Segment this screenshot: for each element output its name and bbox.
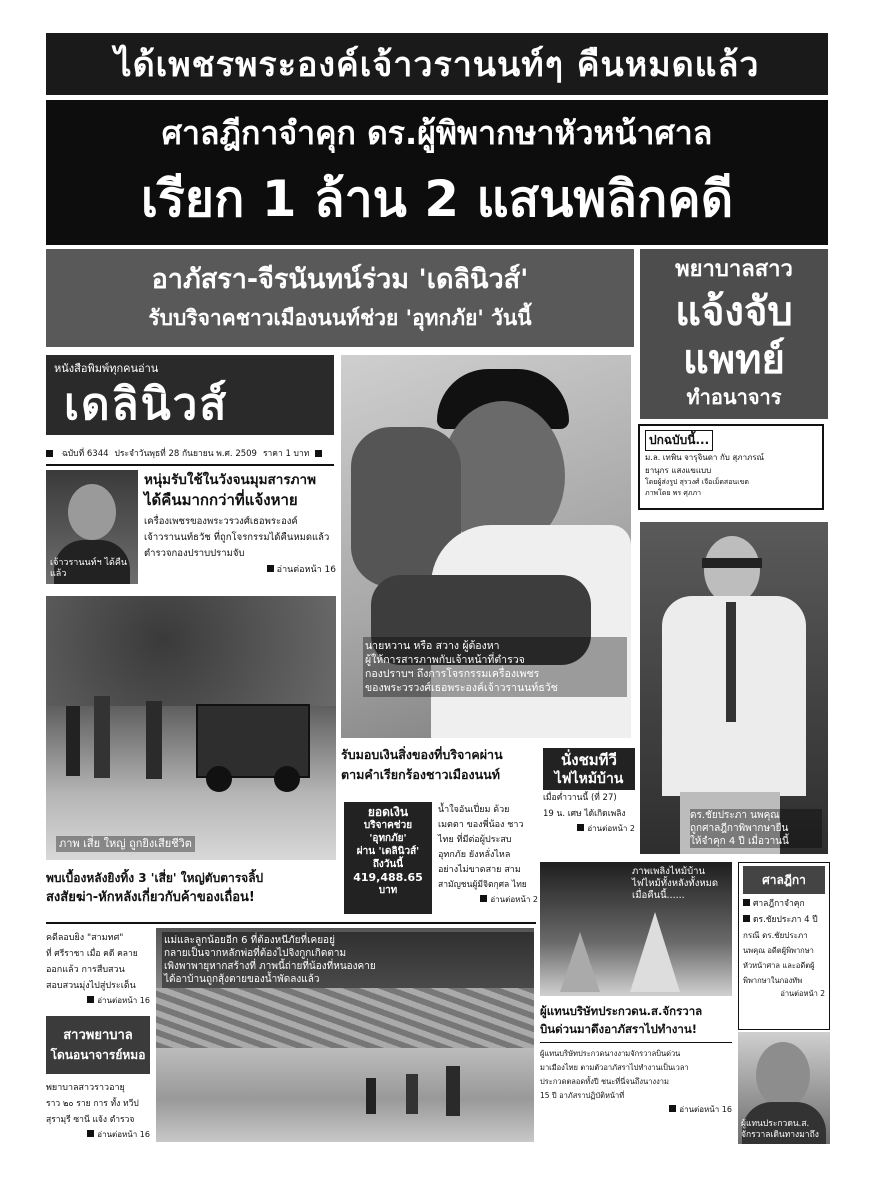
masthead-logo: เดลินิวส์ (64, 379, 229, 430)
fire-photo (540, 862, 732, 996)
stabbing-body3: ออกแล้ว การสืบสวน (46, 965, 125, 975)
stabbing-body4: สอบสวนมุ่งไปสู่ประเด็น (46, 981, 136, 991)
bullet-icon (315, 450, 322, 457)
nurse-title2: โดนอนาจารย์หมอ (50, 1048, 146, 1062)
bullet-icon (743, 899, 750, 906)
masthead-info (46, 446, 334, 460)
suspect-caption-line2: ผู้ให้การสารภาพกับเจ้าหน้าที่ตำรวจ (365, 654, 525, 666)
side-headline-line1: พยาบาลสาว (675, 257, 793, 282)
donation-head2: ตามคำเรียกร้องชาวเมืองนนท์ (341, 767, 500, 782)
gray-banner-line2: รับบริจาคชาวเมืองนนท์ช่วย 'อุทกภัย' วันนี้ (148, 306, 532, 330)
donation-badge-line3: 'อุทกภัย' (369, 833, 407, 844)
court-body4: พิพากษาในกองทัพ (743, 976, 803, 985)
court-continued[interactable]: อ่านต่อหน้า 2 (780, 989, 825, 998)
court-body3: หัวหน้าศาล และอดีตผู้ (743, 961, 815, 970)
tv-fire-title1: นั่งชมทีวี (561, 751, 617, 769)
side-headline-box (640, 249, 828, 419)
tv-fire-body2: 19 น. เศษ ได้เกิดเพลิง (543, 809, 626, 819)
delegate-caption-line1: ผู้แทนประกวดน.ส. (741, 1119, 810, 1129)
side-headline-line4: ทำอนาจาร (686, 385, 782, 409)
main-headline-line2: เรียก 1 ล้าน 2 แสนพลิกคดี (140, 169, 734, 228)
nurse-continued[interactable]: อ่านต่อหน้า 16 (46, 1128, 150, 1141)
donation-continued[interactable]: อ่านต่อหน้า 2 (438, 893, 538, 906)
doctor-caption (690, 809, 822, 848)
bullet-icon (87, 996, 94, 1003)
cover-notice-line3: โดยผู้ส่งรูป สุรวงศ์ เจือเม็ดสอนเขต (645, 478, 749, 486)
bullet-icon (267, 565, 274, 572)
donation-body1: น้ำใจอันเปี่ยม ด้วย (438, 805, 510, 815)
miss-universe-story (540, 1002, 732, 1142)
nurse-body2: ราว ๒๐ ราย การ ทั้ง ทวีป (46, 1099, 139, 1109)
bullet-icon (669, 1105, 676, 1112)
suspect-caption-line3: กองปราบฯ ถึงการโจรกรรมเครื่องเพชร (365, 668, 540, 680)
stabbing-title1: พบเบื้องหลังยิงทิ้ง 3 'เสี่ย' ใหญ่ตับตารจลิ้ป (46, 871, 264, 885)
flood-caption (162, 932, 534, 988)
nurse-title1: สาวพยาบาล (63, 1028, 133, 1043)
donation-badge-line4: ผ่าน 'เดลินิวส์' (356, 846, 420, 857)
court-box-title: ศาลฎีกา (743, 866, 825, 894)
manservant-title1: หนุ่มรับใช้ในวังจนมุมสารภาพ (144, 472, 316, 488)
miss-universe-body3: ประกวดตลอดทั้งปี ชนะที่นี่จนถึงนางงาม (540, 1077, 669, 1086)
manservant-continued[interactable]: อ่านต่อหน้า 16 (144, 562, 336, 576)
stabbing-body (46, 930, 150, 1007)
stabbing-body2: ที่ ศรีราชา เมื่อ คดี คลาย (46, 949, 138, 959)
donation-body6: สามัญชนผู้มีจิตกุศล ไทย (438, 880, 527, 890)
delegate-caption (741, 1119, 827, 1141)
tv-fire-story (543, 748, 635, 858)
stabbing-continued[interactable]: อ่านต่อหน้า 16 (46, 994, 150, 1007)
stabbing-headline (46, 868, 340, 920)
donation-body4: อุทกภัย ยังหลั่งไหล (438, 850, 511, 860)
flood-caption-line2: กลายเป็นจากหลักพ่อที่ต้องไปจิงกูกเกิดตาม (164, 948, 347, 959)
donation-badge-line2: บริจาคช่วย (363, 820, 413, 831)
miss-universe-body1: ผู้แทนบริษัทประกวดนางงามจักรวาลบินด่วน (540, 1049, 681, 1058)
donation-badge-line1: ยอดเงิน (367, 805, 409, 819)
court-item2: ดร.ชัยประภา 4 ปี (743, 912, 825, 928)
nurse-body (46, 1080, 150, 1141)
donation-unit: บาท (378, 885, 398, 896)
tv-fire-body1: เมื่อค่ำวานนี้ (ที่ 27) (543, 793, 617, 803)
cover-notice-box (638, 424, 824, 510)
miss-universe-body2: มาเมืองไทย ตามตัวอาภัสราไปทำงานเป็นเวลา (540, 1063, 689, 1072)
issue-date: ประจำวันพุธที่ 28 กันยายน พ.ศ. 2509 (114, 449, 257, 459)
cover-notice-line4: ภาพโดย พร ศุภภา (645, 489, 701, 497)
bullet-icon (743, 915, 750, 922)
masthead-tagline: หนังสือพิมพ์ทุกคนอ่าน (54, 362, 159, 375)
miss-universe-title1: ผู้แทนบริษัทประกวดน.ส.จักรวาล (540, 1004, 703, 1018)
cover-notice-line1: ม.ล. เทพิน จารุจินดา กับ สุภาภรณ์ (645, 453, 765, 462)
tv-fire-headbox (543, 748, 635, 790)
side-headline-line2: แจ้งจับ (675, 289, 793, 335)
manservant-body2: เจ้าวรานนท์ธวัช ที่ถูกโจรกรรมได้คืนหมดแล้ว (144, 532, 330, 543)
divider (46, 922, 536, 924)
issue-price: ราคา 1 บาท (262, 449, 310, 459)
bullet-icon (46, 450, 53, 457)
flood-caption-line4: ได้อาบ้านถูกสุ้งตายของน้ำพัดลงแล้ว (164, 974, 320, 985)
manservant-story (144, 470, 336, 588)
main-headline-block (46, 100, 828, 245)
issue-number: ฉบับที่ 6344 (62, 449, 109, 459)
manservant-body3: ตำรวจกองปราบปรามจับ (144, 548, 245, 559)
portrait-caption: เจ้าวรานนท์ฯ ได้คืนแล้ว (50, 558, 128, 579)
nurse-box (46, 1016, 150, 1074)
flood-caption-line1: แม่และลูกน้อยอีก 6 ที่ต้องหนีภัยที่เคยอยู่ (164, 935, 335, 946)
bullet-icon (480, 895, 487, 902)
donation-body5: อย่างไม่ขาดสาย สาม (438, 865, 521, 875)
donation-badge-line5: ถึงวันนี้ (372, 859, 404, 870)
donation-badge (344, 802, 432, 914)
masthead (46, 355, 334, 435)
fire-caption-line2: ไฟไหม้ทั้งหลังทั้งหมด (632, 878, 719, 889)
portrait-photo (46, 470, 138, 584)
jeep-caption: ภาพ เสี่ย ใหญ่ ถูกยิงเสียชีวิต (56, 836, 195, 852)
divider (46, 464, 334, 466)
donation-head1: รับมอบเงินสิ่งของที่บริจาคผ่าน (341, 747, 503, 762)
bullet-icon (87, 1130, 94, 1137)
doctor-photo (640, 522, 828, 854)
jeep-photo (46, 596, 336, 860)
fire-caption (632, 866, 728, 902)
tv-fire-title2: ไฟไหม้บ้าน (554, 771, 624, 787)
donation-amount: 419,488.65 (353, 871, 423, 884)
miss-universe-title2: บินด่วนมาดึงอาภัสราไปทำงาน! (540, 1022, 697, 1036)
court-box (738, 862, 830, 1030)
suspect-photo (341, 355, 631, 738)
side-headline-line3: แพทย์ (683, 337, 785, 383)
court-item1: ศาลฎีกาจำคุก (743, 896, 825, 912)
cover-notice-line2: ยานุกร แสงแขแบบ (645, 466, 712, 475)
flood-photo (156, 928, 534, 1142)
cover-notice-title: ปกฉบับนี้... (645, 430, 713, 451)
tv-fire-continued[interactable]: อ่านต่อหน้า 2 (543, 822, 635, 835)
manservant-title2: ได้คืนมากกว่าที่แจ้งหาย (144, 491, 298, 509)
donation-body3: ไทย ที่มีต่อผู้ประสบ (438, 835, 512, 845)
top-headline: ได้เพชรพระองค์เจ้าวรานนท์ๆ คืนหมดแล้ว (114, 45, 760, 85)
suspect-caption-line1: นายหวาน หรือ สวาง ผู้ต้องหา (365, 640, 500, 652)
top-headline-bar (46, 33, 828, 95)
suspect-caption (363, 637, 627, 697)
doctor-caption-line2: ถูกศาลฎีกาพิพากษายืน (690, 823, 789, 834)
court-body1: กรณี ดร.ชัยประภา (743, 931, 808, 940)
miss-universe-continued[interactable]: อ่านต่อหน้า 16 (540, 1103, 732, 1116)
nurse-body1: พยาบาลสาวราวอายุ (46, 1083, 125, 1093)
manservant-body1: เครื่องเพชรของพระวรวงศ์เธอพระองค์ (144, 516, 298, 527)
nurse-body3: สุรามุรี ซานี แจ้ง ตำรวจ (46, 1115, 135, 1125)
stabbing-body1: คดีลอบยิง "สามทศ" (46, 933, 124, 943)
bullet-icon (577, 824, 584, 831)
miss-universe-body4: 15 ปี อาภัสราปฏิบัติหน้าที่ (540, 1091, 625, 1100)
donation-body2: เมตตา ของพี่น้อง ชาว (438, 820, 524, 830)
main-headline-line1: ศาลฎีกาจำคุก ดร.ผู้พิพากษาหัวหน้าศาล (161, 113, 713, 152)
delegate-caption-line2: จักรวาลเดินทางมาถึง (741, 1130, 819, 1140)
delegate-photo (738, 1032, 830, 1144)
donation-body (438, 803, 538, 906)
fire-caption-line3: เมื่อคืนนี้...... (632, 890, 685, 901)
stabbing-title2: สงสัยฆ่า-หักหลังเกี่ยวกับค้าของเถื่อน! (46, 890, 255, 905)
doctor-caption-line1: ดร.ชัยประภา นพคุณ (690, 810, 780, 821)
court-body2: นพคุณ อดีตผู้พิพากษา (743, 946, 814, 955)
fire-caption-line1: ภาพเพลิงไหม้บ้าน (632, 866, 705, 877)
suspect-caption-line4: ของพระวรวงศ์เธอพระองค์เจ้าวรานนท์ธวัช (365, 682, 558, 694)
flood-caption-line3: เพิงพาพายุหากสร้างที่ ภาพนี้ถ่ายที่น้องที่หนองคาย (164, 961, 376, 972)
doctor-caption-line3: ให้จำคุก 4 ปี เมื่อวานนี้ (690, 836, 789, 847)
gray-banner (46, 249, 634, 347)
gray-banner-line1: อาภัสรา-จีรนันทน์ร่วม 'เดลินิวส์' (151, 264, 529, 295)
